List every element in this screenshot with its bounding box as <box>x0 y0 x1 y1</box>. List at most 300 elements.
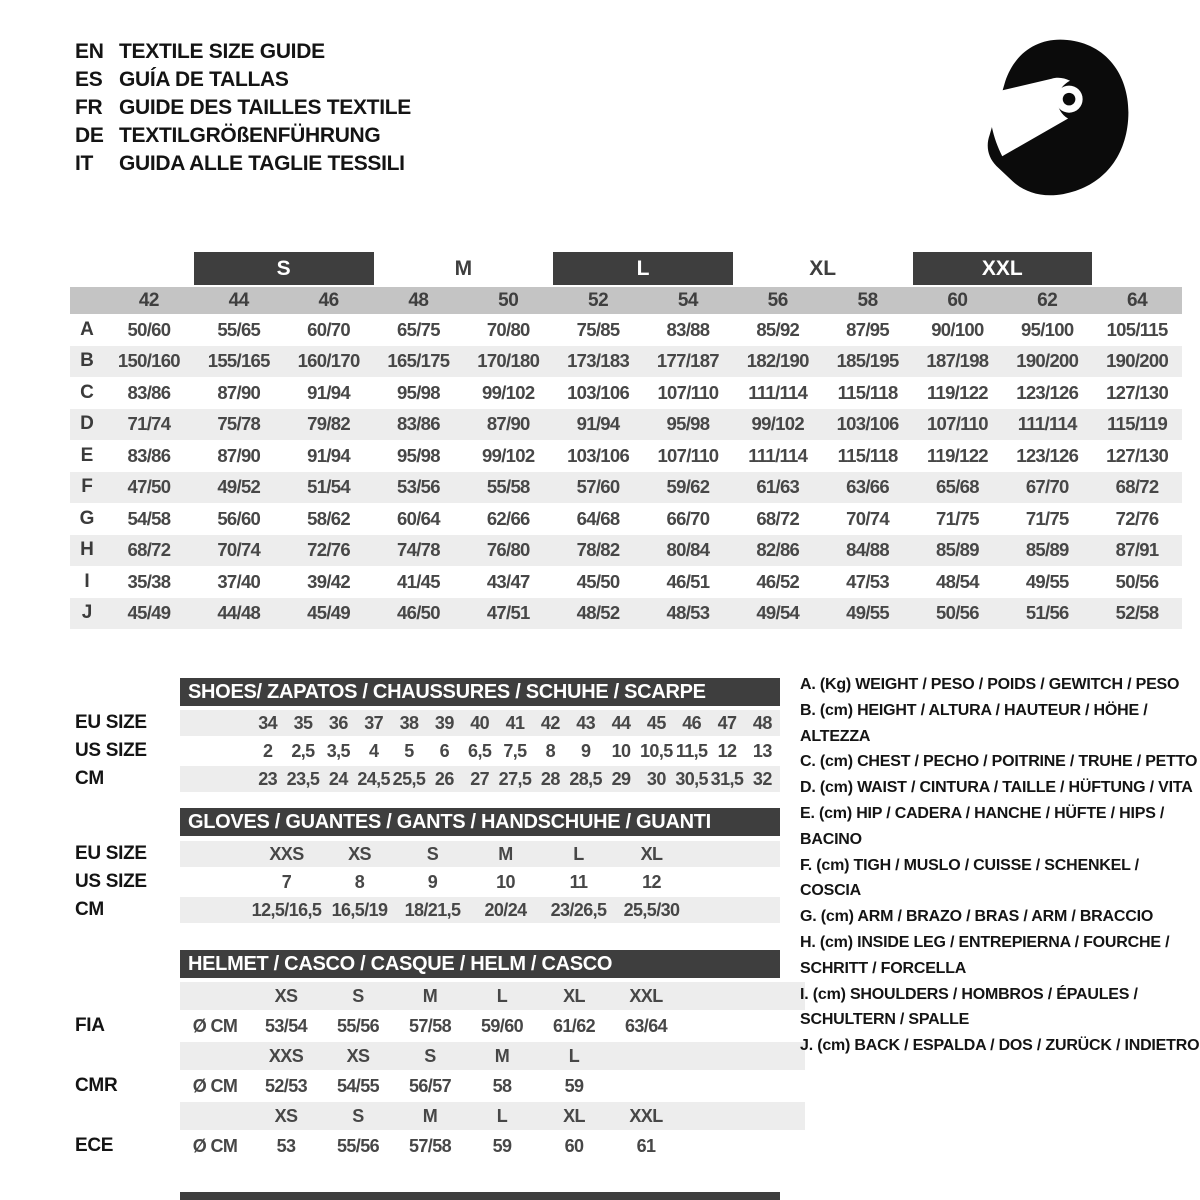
measure-value: 46/50 <box>397 602 440 624</box>
sub-table-cell: 30 <box>646 768 666 789</box>
measure-row <box>70 314 1182 346</box>
measure-value: 64/68 <box>576 507 620 529</box>
helmet-size-label: XS <box>346 1045 370 1066</box>
measure-key: I <box>84 570 90 592</box>
lang-code: ES <box>75 68 103 91</box>
measure-key: H <box>80 539 94 561</box>
measure-value: 66/70 <box>666 507 710 529</box>
measure-value: 60/64 <box>397 507 440 529</box>
measure-value: 50/60 <box>127 318 171 340</box>
size-letter-box: XXL <box>913 252 1093 285</box>
sub-table-cell: 25,5 <box>392 768 426 789</box>
helmet-value: 55/56 <box>336 1135 380 1156</box>
gloves-table <box>180 841 780 925</box>
helmet-size-label: S <box>424 1045 436 1066</box>
sub-table-cell: 6,5 <box>468 740 492 761</box>
size-col-header: 64 <box>1127 289 1148 311</box>
racing-helmet-icon <box>978 36 1133 201</box>
sub-table-row <box>180 841 780 867</box>
sub-table-cell: 35 <box>293 712 313 733</box>
sub-table-cell: 12,5/16,5 <box>251 899 322 920</box>
sub-table-cell: 11 <box>569 871 588 892</box>
helmet-size-label: M <box>422 985 438 1006</box>
sub-table-cell: 30,5 <box>675 768 708 789</box>
helmet-value: 56/57 <box>408 1075 452 1096</box>
helmet-value: 54/55 <box>336 1075 380 1096</box>
measure-value: 103/106 <box>836 413 899 435</box>
measure-key: G <box>79 507 95 529</box>
sub-table-cell: 7,5 <box>503 740 527 761</box>
sub-table-cell: 10,5 <box>640 740 673 761</box>
helmet-value-row <box>180 1132 805 1160</box>
size-col-header: 54 <box>677 289 698 311</box>
lang-code: IT <box>75 152 94 175</box>
sub-table-cell: 26 <box>434 768 454 789</box>
measure-row <box>70 472 1182 504</box>
legend-item: F. (cm) TIGH / MUSLO / CUISSE / SCHENKEL / COSCIA <box>800 856 1139 900</box>
measure-value: 155/165 <box>207 350 270 372</box>
measure-value: 53/56 <box>397 476 440 498</box>
helmet-value: 55/56 <box>336 1015 380 1036</box>
measure-value: 165/175 <box>387 350 450 372</box>
sub-table-cell: 37 <box>364 712 384 733</box>
sub-table-cell: 45 <box>646 712 666 733</box>
measure-value: 67/70 <box>1025 476 1069 498</box>
measure-value: 177/187 <box>656 350 719 372</box>
language-list <box>75 38 411 178</box>
measurement-legend <box>800 672 1200 1059</box>
measure-row <box>70 598 1182 630</box>
measure-value: 57/60 <box>576 476 620 498</box>
measure-value: 99/102 <box>751 413 804 435</box>
helmet-section-title: HELMET / CASCO / CASQUE / HELM / CASCO <box>188 952 613 975</box>
measure-value: 58/62 <box>307 507 350 529</box>
size-col-header: 62 <box>1037 289 1058 311</box>
sub-table-cell: 20/24 <box>484 899 527 920</box>
legend-item: I. (cm) SHOULDERS / HOMBROS / ÉPAULES / SCHULTERN / SPALLE <box>800 985 1138 1029</box>
measure-value: 111/114 <box>748 444 808 466</box>
measure-value: 46/52 <box>756 570 800 592</box>
measure-value: 105/115 <box>1106 318 1168 340</box>
shoes-table <box>180 710 780 794</box>
sub-table-cell: 3,5 <box>326 740 350 761</box>
helmet-value: 61 <box>636 1135 656 1156</box>
size-col-header: 44 <box>228 289 249 311</box>
measure-value: 71/74 <box>127 413 171 435</box>
lang-row <box>75 38 411 66</box>
size-letter-box: L <box>553 252 733 285</box>
row-label: EU SIZE <box>75 712 147 733</box>
measure-value: 63/66 <box>846 476 889 498</box>
measure-value: 76/80 <box>486 539 530 561</box>
sub-table-cell: 28,5 <box>569 768 602 789</box>
shoes-section-title: SHOES/ ZAPATOS / CHAUSSURES / SCHUHE / SCARPE <box>188 680 706 703</box>
measure-value: 123/126 <box>1016 381 1079 403</box>
helmet-value: 53 <box>276 1135 296 1156</box>
helmet-size-label: XXL <box>629 1105 663 1126</box>
measure-value: 44/48 <box>217 602 261 624</box>
measure-value: 115/118 <box>837 444 898 466</box>
sub-table-cell: XXS <box>269 843 304 864</box>
measure-value: 150/160 <box>117 350 180 372</box>
sub-table-cell: 2 <box>262 740 273 761</box>
sub-table-cell: 27 <box>470 768 490 789</box>
lang-label: TEXTILGRÖßENFÜHRUNG <box>119 124 381 147</box>
measure-value: 80/84 <box>666 539 710 561</box>
apparel-size-table <box>70 252 1182 629</box>
sub-table-cell: 23/26,5 <box>550 899 607 920</box>
measure-value: 48/54 <box>936 570 979 592</box>
measure-key: F <box>81 476 93 498</box>
measure-value: 90/100 <box>931 318 984 340</box>
sub-table-cell: 28 <box>540 768 560 789</box>
helmet-unit-label: Ø CM <box>192 1135 238 1156</box>
measure-value: 107/110 <box>657 444 719 466</box>
size-letter-plain: XL <box>809 256 837 280</box>
measure-value: 103/106 <box>567 381 630 403</box>
measure-value: 35/38 <box>127 570 171 592</box>
measure-value: 45/49 <box>307 602 350 624</box>
sub-table-cell: M <box>498 843 513 864</box>
legend-item: D. (cm) WAIST / CINTURA / TAILLE / HÜFTUNG / VITA <box>800 779 1193 797</box>
measure-value: 61/63 <box>756 476 800 498</box>
row-label: EU SIZE <box>75 843 147 864</box>
sub-table-cell: XL <box>640 843 663 864</box>
measure-value: 71/75 <box>936 507 979 529</box>
measure-value: 72/76 <box>1115 507 1159 529</box>
helmet-size-header <box>180 1042 805 1070</box>
legend-item: B. (cm) HEIGHT / ALTURA / HAUTEUR / HÖHE / ALTEZZA <box>800 701 1148 745</box>
lang-row <box>75 122 411 150</box>
measure-value: 49/54 <box>756 602 800 624</box>
measure-value: 127/130 <box>1106 381 1169 403</box>
helmet-size-label: L <box>496 1105 508 1126</box>
sub-table-cell: 48 <box>752 712 772 733</box>
measure-value: 87/91 <box>1115 539 1159 561</box>
sub-table-cell: 23 <box>258 768 278 789</box>
size-letter-header-row <box>70 252 1182 285</box>
sub-table-cell: 12 <box>717 740 737 761</box>
measure-value: 99/102 <box>482 381 535 403</box>
measure-value: 37/40 <box>217 570 261 592</box>
measure-value: 103/106 <box>567 444 630 466</box>
measure-value: 82/86 <box>756 539 800 561</box>
sub-table-cell: 32 <box>752 768 772 789</box>
measure-value: 50/56 <box>1115 570 1159 592</box>
helmet-size-label: M <box>422 1105 438 1126</box>
measure-value: 182/190 <box>746 350 809 372</box>
sub-table-cell: S <box>426 843 439 864</box>
helmet-value-row <box>180 1012 805 1040</box>
measure-value: 187/198 <box>926 350 989 372</box>
measure-value: 50/56 <box>936 602 979 624</box>
measure-value: 47/51 <box>486 602 530 624</box>
row-label: US SIZE <box>75 740 147 761</box>
measure-value: 45/50 <box>576 570 620 592</box>
measure-key: J <box>81 602 93 624</box>
gloves-section-header <box>180 808 780 836</box>
sub-table-cell: 13 <box>752 740 772 761</box>
measure-value: 45/49 <box>127 602 171 624</box>
measure-value: 51/56 <box>1025 602 1069 624</box>
measure-value: 74/78 <box>397 539 440 561</box>
measure-value: 85/89 <box>936 539 979 561</box>
row-label: CM <box>75 899 104 920</box>
measure-value: 173/183 <box>567 350 630 372</box>
helmet-standard-label: ECE <box>75 1135 114 1156</box>
measure-value: 99/102 <box>482 444 535 466</box>
measure-value: 95/100 <box>1021 318 1074 340</box>
measure-key: D <box>80 413 94 435</box>
sub-table-cell: 2,5 <box>291 740 315 761</box>
measure-key: C <box>80 381 94 403</box>
measure-value: 87/95 <box>846 318 889 340</box>
measure-value: 83/86 <box>397 413 440 435</box>
lang-label: GUIDE DES TAILLES TEXTILE <box>119 96 411 119</box>
measure-value: 85/89 <box>1025 539 1069 561</box>
measure-value: 54/58 <box>127 507 171 529</box>
helmet-size-label: L <box>496 985 508 1006</box>
sub-table-cell: 9 <box>427 871 438 892</box>
sub-table-cell: 24,5 <box>357 768 390 789</box>
helmet-value: 59 <box>492 1135 512 1156</box>
sub-table-row <box>180 869 780 895</box>
measure-value: 47/53 <box>846 570 889 592</box>
sub-table-cell: 9 <box>580 740 591 761</box>
lang-label: GUIDA ALLE TAGLIE TESSILI <box>119 152 405 175</box>
partial-section-bar <box>180 1192 780 1200</box>
measure-value: 91/94 <box>576 413 620 435</box>
measure-value: 43/47 <box>486 570 530 592</box>
measure-value: 70/74 <box>217 539 261 561</box>
measure-value: 65/75 <box>397 318 440 340</box>
helmet-table <box>180 982 805 1162</box>
lang-label: TEXTILE SIZE GUIDE <box>119 40 325 63</box>
size-col-header: 46 <box>318 289 339 311</box>
helmet-value-row <box>180 1072 805 1100</box>
helmet-value: 53/54 <box>264 1015 308 1036</box>
size-col-header: 42 <box>138 289 159 311</box>
measure-value: 52/58 <box>1115 602 1159 624</box>
sub-table-cell: 43 <box>576 712 596 733</box>
sub-table-row <box>180 897 780 923</box>
sub-table-cell: 27,5 <box>498 768 532 789</box>
sub-table-cell: 12 <box>642 871 661 892</box>
measure-value: 47/50 <box>127 476 171 498</box>
sub-table-cell: L <box>573 843 584 864</box>
helmet-size-header <box>180 1102 805 1130</box>
measure-value: 190/200 <box>1016 350 1079 372</box>
lang-code: DE <box>75 124 104 147</box>
measure-value: 111/114 <box>748 381 808 403</box>
numeric-size-header-row <box>70 287 1182 314</box>
measure-value: 78/82 <box>576 539 620 561</box>
legend-item: C. (cm) CHEST / PECHO / POITRINE / TRUHE / PETTO <box>800 753 1198 771</box>
sub-table-cell: 39 <box>434 712 454 733</box>
measure-value: 84/88 <box>846 539 889 561</box>
legend-item: G. (cm) ARM / BRAZO / BRAS / ARM / BRACCIO <box>800 908 1154 926</box>
sub-table-cell: 42 <box>540 712 560 733</box>
measure-value: 85/92 <box>756 318 800 340</box>
size-letter-plain: M <box>454 256 473 280</box>
helmet-size-label: L <box>568 1045 580 1066</box>
measure-row <box>70 409 1182 441</box>
measure-value: 160/170 <box>297 350 360 372</box>
size-col-header: 48 <box>408 289 429 311</box>
helmet-size-label: M <box>494 1045 510 1066</box>
sub-table-cell: 18/21,5 <box>404 899 461 920</box>
measure-value: 62/66 <box>486 507 530 529</box>
lang-code: EN <box>75 40 104 63</box>
measure-value: 75/85 <box>576 318 620 340</box>
sub-table-row <box>180 710 780 736</box>
measure-value: 119/122 <box>926 444 988 466</box>
helmet-value: 57/58 <box>408 1015 452 1036</box>
measure-value: 107/110 <box>657 381 719 403</box>
measure-value: 111/114 <box>1017 413 1077 435</box>
sub-table-cell: 47 <box>717 712 737 733</box>
measure-key: E <box>80 444 94 466</box>
sub-table-cell: 36 <box>328 712 348 733</box>
legend-item: H. (cm) INSIDE LEG / ENTREPIERNA / FOURCHE / SCHRITT / FORCELLA <box>800 933 1170 977</box>
measure-value: 83/88 <box>666 318 710 340</box>
legend-item: E. (cm) HIP / CADERA / HANCHE / HÜFTE / HIPS / BACINO <box>800 804 1165 848</box>
measure-value: 79/82 <box>307 413 350 435</box>
row-label: US SIZE <box>75 871 147 892</box>
measure-value: 68/72 <box>127 539 171 561</box>
helmet-size-label: S <box>352 985 364 1006</box>
lang-row <box>75 66 411 94</box>
row-label: CM <box>75 768 104 789</box>
sub-table-cell: 10 <box>611 740 631 761</box>
measure-value: 71/75 <box>1025 507 1069 529</box>
measure-row <box>70 566 1182 598</box>
sub-table-cell: 24 <box>328 768 348 789</box>
measure-value: 65/68 <box>936 476 979 498</box>
measure-value: 60/70 <box>307 318 350 340</box>
measure-value: 70/74 <box>846 507 889 529</box>
measure-value: 127/130 <box>1106 444 1169 466</box>
measure-row <box>70 440 1182 472</box>
lang-row <box>75 150 411 178</box>
helmet-standard-label: FIA <box>75 1015 105 1036</box>
helmet-size-label: XS <box>274 1105 298 1126</box>
measure-value: 87/90 <box>217 444 261 466</box>
measure-value: 59/62 <box>666 476 710 498</box>
sub-table-cell: 34 <box>258 712 278 733</box>
sub-table-cell: 4 <box>368 740 379 761</box>
measure-value: 87/90 <box>217 381 261 403</box>
sub-table-row <box>180 766 780 792</box>
legend-item: J. (cm) BACK / ESPALDA / DOS / ZURÜCK / INDIETRO <box>800 1037 1200 1055</box>
measure-value: 95/98 <box>397 444 440 466</box>
measure-value: 48/52 <box>576 602 620 624</box>
apparel-measurement-rows <box>70 314 1182 629</box>
lang-code: FR <box>75 96 103 119</box>
helmet-value: 60 <box>564 1135 584 1156</box>
measure-value: 70/80 <box>486 318 530 340</box>
measure-value: 83/86 <box>127 381 171 403</box>
legend-item: A. (Kg) WEIGHT / PESO / POIDS / GEWITCH / PESO <box>800 676 1180 693</box>
measure-value: 68/72 <box>756 507 800 529</box>
helmet-size-label: XXL <box>629 985 663 1006</box>
measure-value: 115/119 <box>1107 413 1168 435</box>
helmet-value: 63/64 <box>624 1015 668 1036</box>
measure-value: 51/54 <box>307 476 350 498</box>
measure-value: 72/76 <box>307 539 350 561</box>
sub-table-cell: 10 <box>496 871 515 892</box>
measure-value: 107/110 <box>926 413 988 435</box>
helmet-size-label: S <box>352 1105 364 1126</box>
sub-table-cell: 23,5 <box>286 768 320 789</box>
sub-table-cell: 29 <box>611 768 631 789</box>
sub-table-cell: 6 <box>439 740 450 761</box>
measure-key: B <box>80 350 94 372</box>
measure-value: 91/94 <box>307 381 350 403</box>
size-letter-box: S <box>194 252 374 285</box>
sub-table-row <box>180 738 780 764</box>
measure-value: 95/98 <box>666 413 710 435</box>
helmet-size-label: XL <box>563 1105 585 1126</box>
helmet-unit-label: Ø CM <box>192 1015 238 1036</box>
size-col-header: 58 <box>857 289 878 311</box>
sub-table-cell: 16,5/19 <box>331 899 388 920</box>
sub-table-cell: 8 <box>545 740 556 761</box>
measure-value: 49/55 <box>846 602 889 624</box>
measure-value: 119/122 <box>926 381 988 403</box>
sub-table-cell: 44 <box>611 712 631 733</box>
helmet-size-label: XS <box>274 985 298 1006</box>
measure-value: 115/118 <box>837 381 898 403</box>
measure-value: 190/200 <box>1106 350 1169 372</box>
size-col-header: 60 <box>947 289 968 311</box>
helmet-value: 59 <box>564 1075 584 1096</box>
sub-table-cell: 8 <box>354 871 365 892</box>
measure-value: 55/65 <box>217 318 261 340</box>
helmet-size-label: XL <box>563 985 585 1006</box>
helmet-section-header <box>180 950 780 978</box>
helmet-size-label: XXS <box>268 1045 304 1066</box>
measure-value: 123/126 <box>1016 444 1079 466</box>
measure-value: 46/51 <box>666 570 710 592</box>
size-col-header: 52 <box>588 289 609 311</box>
lang-row <box>75 94 411 122</box>
helmet-standard-label: CMR <box>75 1075 118 1096</box>
measure-value: 41/45 <box>397 570 440 592</box>
measure-row <box>70 377 1182 409</box>
helmet-value: 57/58 <box>408 1135 452 1156</box>
helmet-size-header <box>180 982 805 1010</box>
sub-table-cell: 11,5 <box>675 740 708 761</box>
measure-value: 55/58 <box>486 476 530 498</box>
helmet-value: 52/53 <box>264 1075 308 1096</box>
sub-table-cell: 31,5 <box>710 768 744 789</box>
size-col-header: 50 <box>498 289 519 311</box>
measure-value: 39/42 <box>307 570 350 592</box>
helmet-unit-label: Ø CM <box>192 1075 238 1096</box>
sub-table-cell: 25,5/30 <box>623 899 680 920</box>
measure-value: 170/180 <box>477 350 540 372</box>
helmet-value: 58 <box>492 1075 512 1096</box>
sub-table-cell: 5 <box>404 740 414 761</box>
sub-table-cell: 41 <box>505 712 525 733</box>
shoes-section-header <box>180 678 780 706</box>
measure-value: 185/195 <box>836 350 899 372</box>
sub-table-cell: 46 <box>682 712 702 733</box>
sub-table-cell: 7 <box>281 871 292 892</box>
measure-value: 75/78 <box>217 413 261 435</box>
size-col-header: 56 <box>767 289 788 311</box>
